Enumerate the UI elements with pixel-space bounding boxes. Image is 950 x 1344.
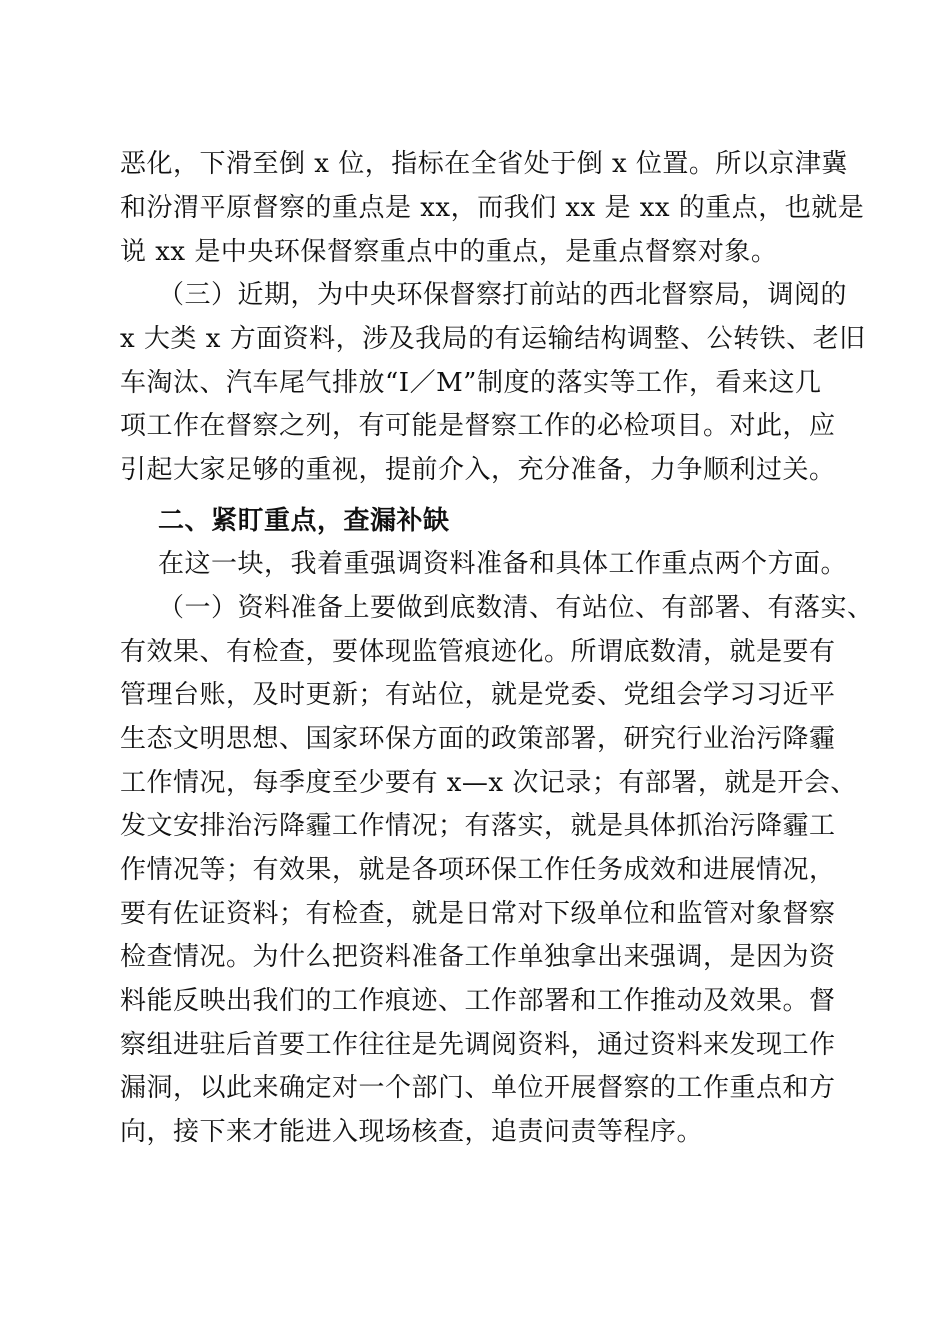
text-line: 有效果、有检查，要体现监管痕迹化。所谓底数清，就是要有 [120,637,836,667]
text-line: x 大类 x 方面资料，涉及我局的有运输结构调整、公转铁、老旧 [120,324,866,354]
text-line: 作情况等；有效果，就是各项环保工作任务成效和进展情况， [120,855,836,885]
text-line: 在这一块，我着重强调资料准备和具体工作重点两个方面。 [158,549,848,579]
text-line: （一）资料准备上要做到底数清、有站位、有部署、有落实、 [158,593,874,623]
text-line: 工作情况，每季度至少要有 x—x 次记录；有部署，就是开会、 [120,768,857,798]
text-line: 检查情况。为什么把资料准备工作单独拿出来强调，是因为资 [120,942,836,972]
text-line: 发文安排治污降霾工作情况；有落实，就是具体抓治污降霾工 [120,811,836,841]
text-line: 管理台账，及时更新；有站位，就是党委、党组会学习习近平 [120,680,836,710]
text-line: 车淘汰、汽车尾气排放“I／M”制度的落实等工作，看来这几 [120,368,822,398]
text-line: 生态文明思想、国家环保方面的政策部署，研究行业治污降霾 [120,724,836,754]
text-line: 察组进驻后首要工作往往是先调阅资料，通过资料来发现工作 [120,1030,836,1060]
text-line: 项工作在督察之列，有可能是督察工作的必检项目。对此，应 [120,411,836,441]
text-line: 漏洞，以此来确定对一个部门、单位开展督察的工作重点和方 [120,1073,836,1103]
text-line: 料能反映出我们的工作痕迹、工作部署和工作推动及效果。督 [120,986,836,1016]
text-line: 说 xx 是中央环保督察重点中的重点，是重点督察对象。 [120,237,778,267]
section-heading: 二、紧盯重点，查漏补缺 [158,506,450,536]
text-line: 要有佐证资料；有检查，就是日常对下级单位和监管对象督察 [120,899,836,929]
text-line: 恶化，下滑至倒 x 位，指标在全省处于倒 x 位置。所以京津冀 [120,149,848,179]
text-line: 向，接下来才能进入现场核查，追责问责等程序。 [120,1117,704,1147]
text-line: 和汾渭平原督察的重点是 xx，而我们 xx 是 xx 的重点，也就是 [120,193,865,223]
text-line: （三）近期，为中央环保督察打前站的西北督察局，调阅的 [158,280,848,310]
text-line: 引起大家足够的重视，提前介入，充分准备，力争顺利过关。 [120,455,836,485]
